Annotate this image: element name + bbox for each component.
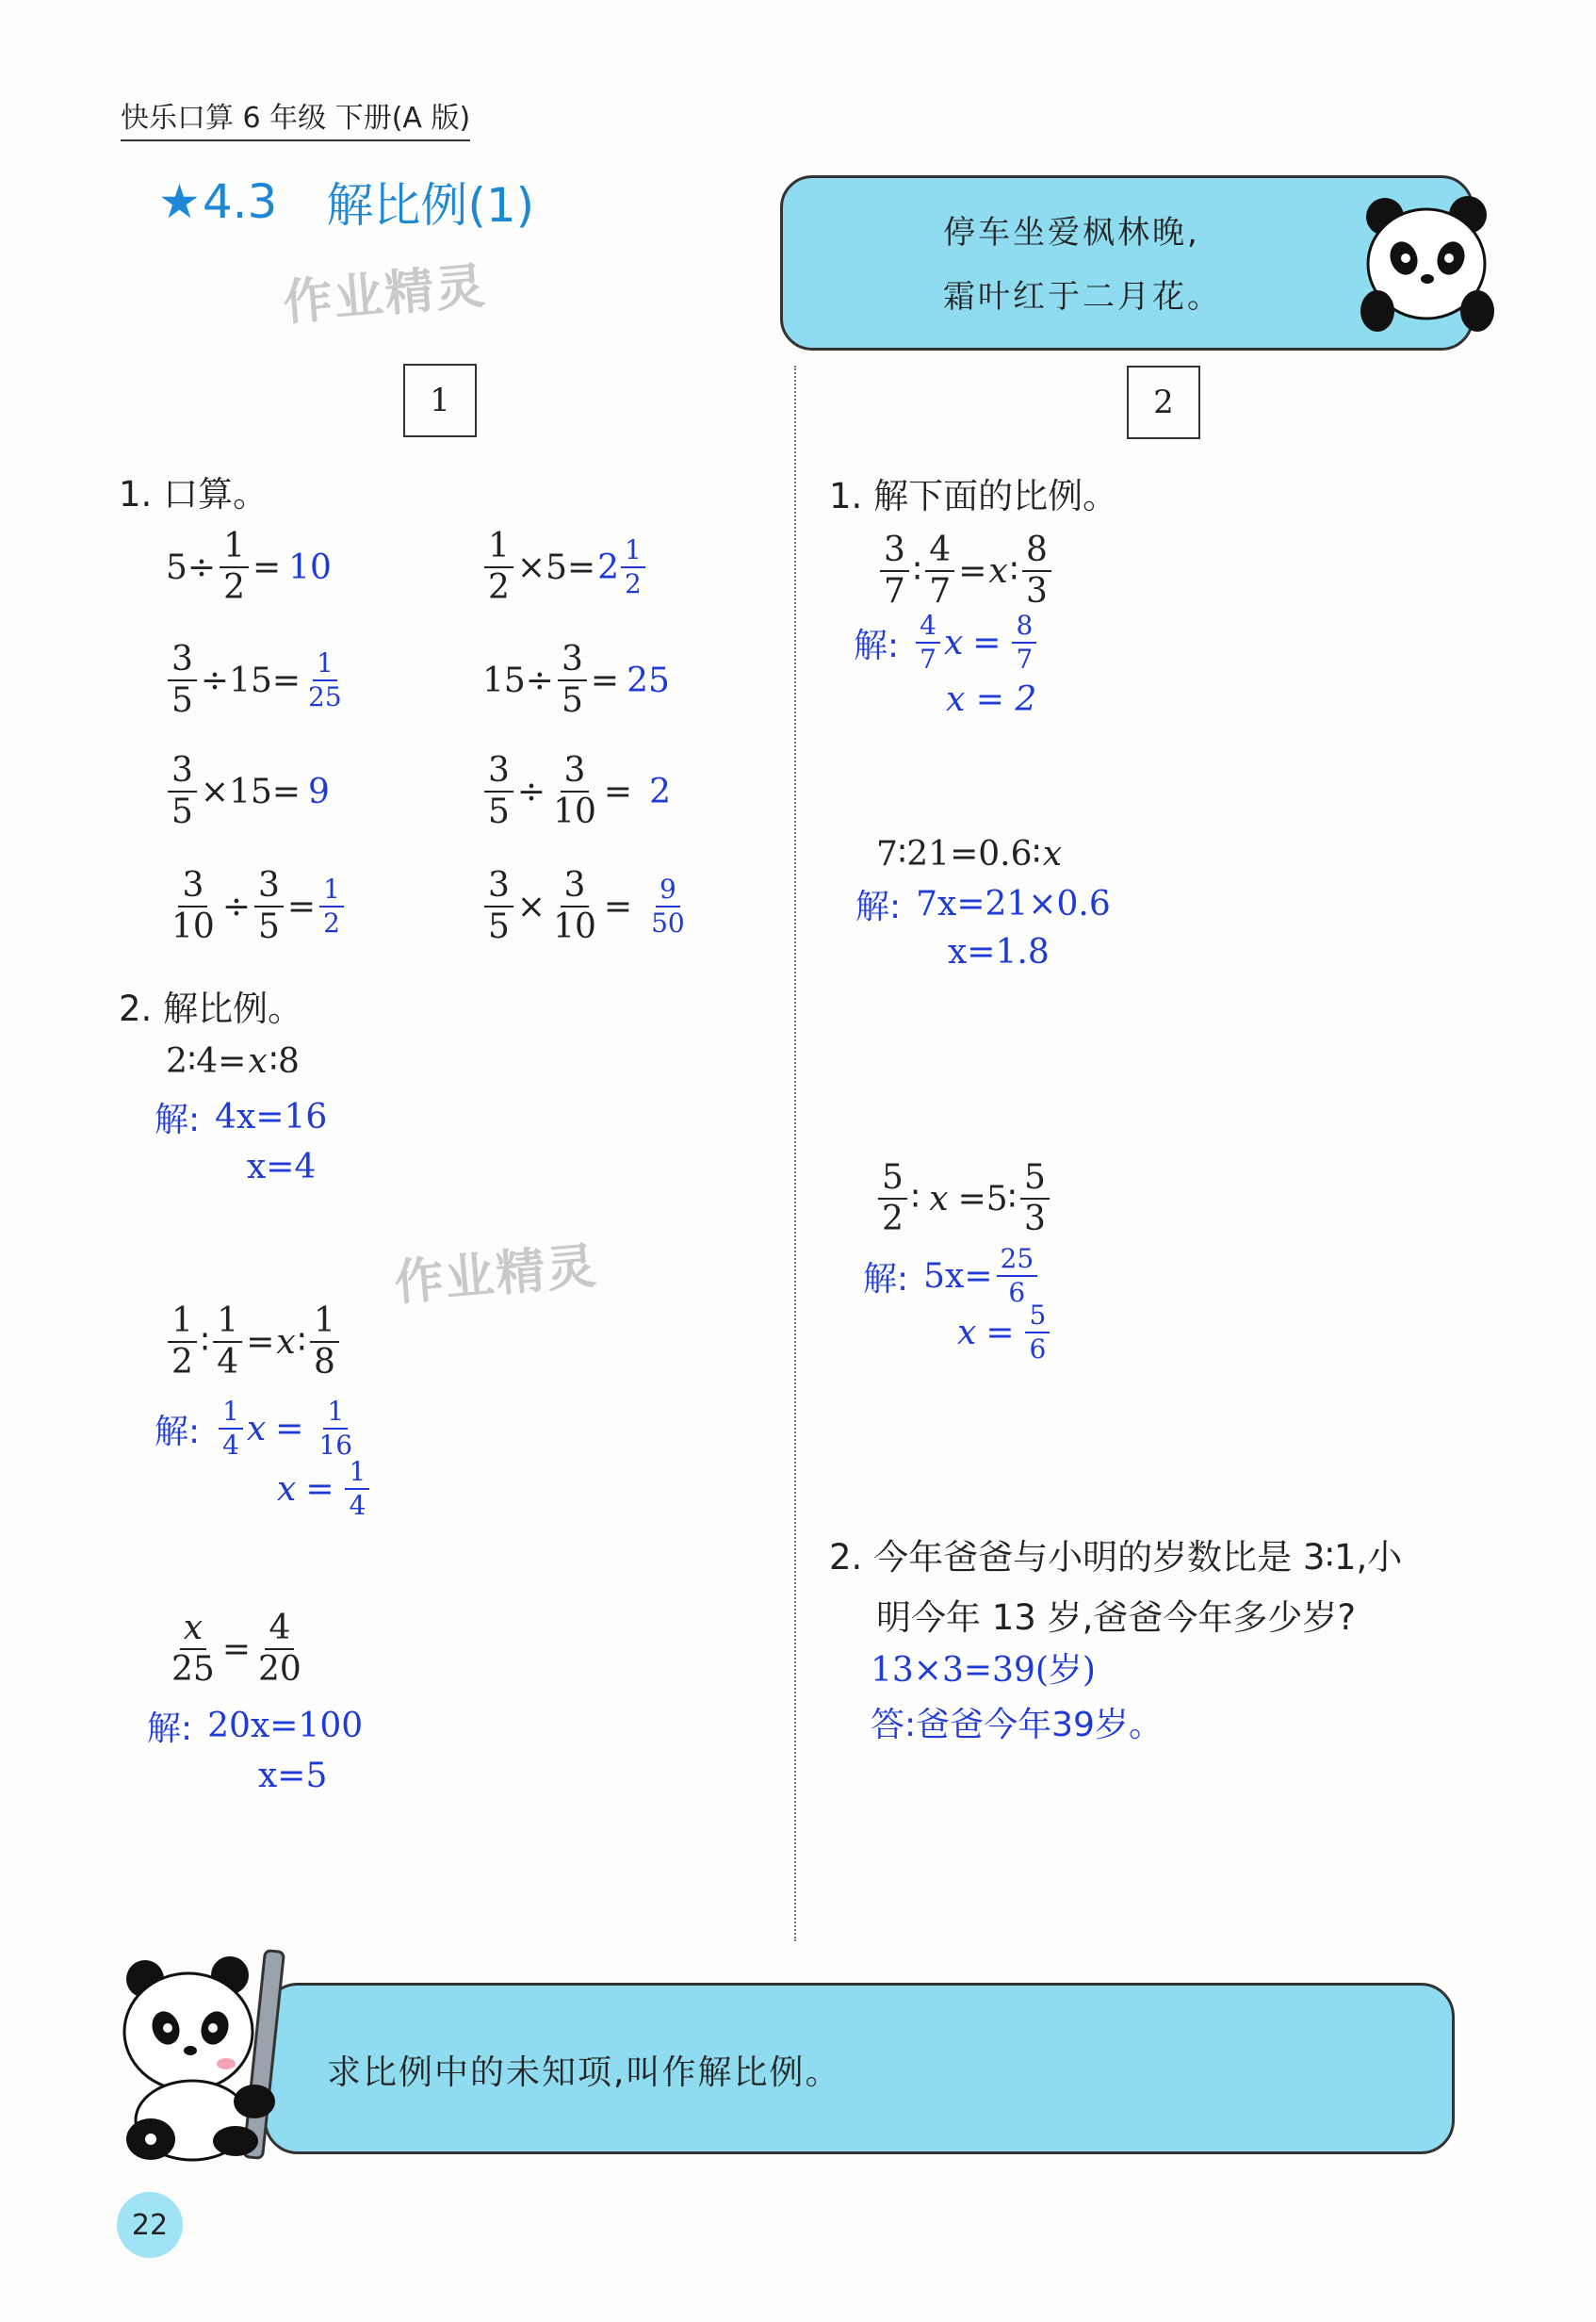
proportion-2-result: x = $\frac{1}{4}$ — [277, 1459, 371, 1519]
calc-item-7: $\frac{3}{10}$ ÷ $\frac{3}{5}$ = $\frac{1}{2}$ — [166, 869, 346, 944]
word-problem-line-1: 2. 今年爸爸与小明的岁数比是 3∶1,小 — [829, 1537, 1403, 1578]
calc-answer-1: 10 — [288, 548, 332, 587]
word-problem-line-2: 明今年 13 岁,爸爸今年多少岁? — [876, 1597, 1357, 1638]
right-proportion-2: 7∶21=0.6∶ x — [876, 835, 1063, 874]
section-box-2: 2 — [1127, 366, 1200, 439]
proportion-1: 2∶4= x ∶8 — [166, 1042, 300, 1081]
word-problem-calc: 13×3=39(岁) — [871, 1651, 1096, 1690]
page-number-badge — [117, 2192, 183, 2258]
proportion-3: $\frac{x}{25}$ = $\frac{4}{20}$ — [171, 1609, 301, 1689]
right-q1-title: 1. 解下面的比例。 — [829, 476, 1118, 516]
word-problem-answer: 答:爸爸今年39岁。 — [871, 1706, 1163, 1744]
calc-item-5: $\frac{3}{5}$ ×15= 9 — [166, 754, 330, 829]
poem-line-2: 霜叶红于二月花。 — [943, 278, 1222, 316]
book-title: 快乐口算 6 年级 下册(A 版) — [121, 94, 470, 141]
calc-answer-4: 25 — [627, 661, 670, 700]
watermark-top: 作业精灵 — [281, 257, 489, 333]
calc-answer-8: $\frac{9}{50}$ — [651, 874, 685, 939]
column-divider — [794, 366, 796, 1941]
watermark-middle: 作业精灵 — [392, 1237, 600, 1313]
calc-answer-5: 9 — [308, 772, 330, 811]
right-proportion-3: $\frac{5}{2}$ ∶ x =5∶ $\frac{5}{3}$ — [876, 1161, 1051, 1236]
calc-item-4: 15÷ $\frac{3}{5}$ = 25 — [482, 640, 670, 720]
calc-answer-3: $\frac{1}{25}$ — [308, 647, 342, 712]
right-proportion-3-result: x = $\frac{5}{6}$ — [957, 1302, 1051, 1363]
footer-banner — [264, 1983, 1455, 2154]
lesson-number: 4.3 — [202, 174, 278, 229]
right-proportion-2-result: x=1.8 — [948, 933, 1050, 972]
lesson-title — [158, 168, 534, 236]
calc-item-3: $\frac{3}{5}$ ÷15= $\frac{1}{25}$ — [166, 643, 348, 718]
poem-line-1: 停车坐爱枫林晚, — [943, 214, 1200, 252]
calc-item-6: $\frac{3}{5}$ ÷ $\frac{3}{10}$ = 2 — [482, 754, 671, 829]
star-icon: ★ — [158, 174, 201, 229]
calc-item-8: $\frac{3}{5}$ × $\frac{3}{10}$ = $\frac{9}{50}$ — [482, 869, 691, 944]
calc-answer-7: $\frac{1}{2}$ — [319, 876, 344, 937]
calc-answer-6: 2 — [649, 772, 671, 811]
proportion-1-solution: 解: 4x=16 — [155, 1098, 328, 1139]
calc-item-1: 5÷ $\frac{1}{2}$ = 10 — [166, 527, 332, 607]
left-q2-title: 2. 解比例。 — [119, 989, 303, 1029]
footer-banner-text: 求比例中的未知项,叫作解比例。 — [327, 2053, 841, 2092]
section-box-1: 1 — [403, 364, 477, 437]
proportion-1-result: x=4 — [247, 1148, 317, 1186]
proportion-2-solution: 解: $\frac{1}{4}$ x = $\frac{1}{16}$ — [155, 1396, 353, 1461]
panda-pen-icon — [113, 1941, 311, 2167]
proportion-3-result: x=5 — [258, 1757, 328, 1795]
panda-icon — [1357, 188, 1498, 339]
right-proportion-1: $\frac{3}{7}$ ∶ $\frac{4}{7}$ = x ∶ $\frac{8}{3}$ — [878, 533, 1053, 609]
right-proportion-2-solution: 解: 7x=21×0.6 — [855, 885, 1111, 926]
proportion-3-solution: 解: 20x=100 — [147, 1707, 364, 1748]
right-proportion-1-result: x = 2 — [946, 680, 1037, 719]
calc-answer-2: 2 $\frac{1}{2}$ — [597, 537, 647, 597]
lesson-name: 解比例(1) — [326, 178, 535, 233]
page-number: 22 — [131, 2208, 169, 2242]
right-proportion-3-solution: 解: 5x= $\frac{25}{6}$ — [863, 1246, 1039, 1306]
calc-item-2: $\frac{1}{2}$ ×5= 2 $\frac{1}{2}$ — [482, 530, 647, 605]
left-q1-title: 1. 口算。 — [119, 474, 269, 515]
proportion-2: $\frac{1}{2}$ ∶ $\frac{1}{4}$ = x ∶ $\frac{1}{8}$ — [166, 1304, 341, 1380]
right-proportion-1-solution: 解: $\frac{4}{7}$ x = $\frac{8}{7}$ — [854, 613, 1038, 673]
